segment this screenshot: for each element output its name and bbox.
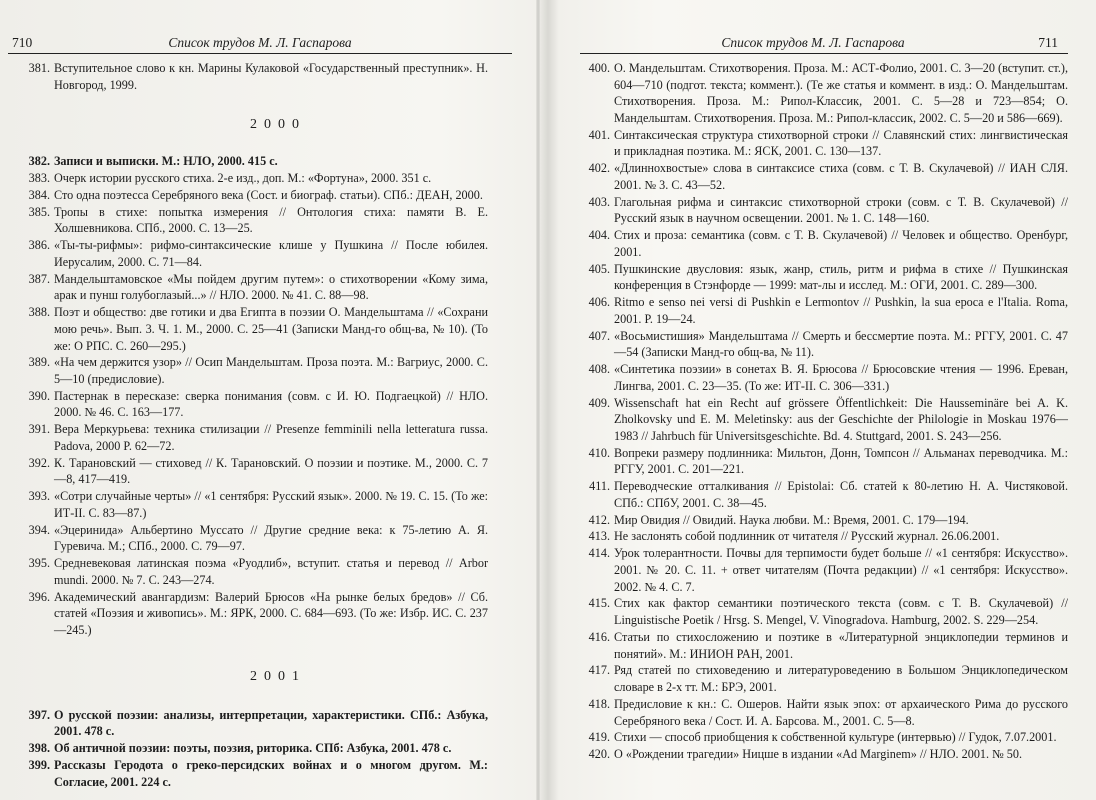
entry-text: Переводческие отталкивания // Epistolai: Сб. статей к 80-летию Н. А. Чистяковой. СПб.: СПбУ, 2001. С. 38—45. (614, 479, 1068, 510)
entry-number: 414. (588, 546, 610, 561)
bibliography-entry (28, 488, 488, 521)
entry-text: «Эцеринида» Альбертино Муссато // Другие средние века: к 75-летию А. Я. Гуревича. М.; СПб., 2000. С. 79—97. (54, 522, 488, 554)
left-page (0, 0, 536, 800)
bibliography-entry (28, 388, 488, 421)
entry-text: Рассказы Геродота о греко-персидских войнах и о многом другом. М.: Согласие, 2001. 224 с. (54, 757, 488, 789)
entry-text: О русской поэзии: анализы, интерпретации, характеристики. СПб.: Азбука, 2001. 478 с. (54, 707, 488, 739)
entry-number: 404. (588, 228, 610, 243)
entry-text: «Длиннохвостые» слова в синтаксисе стиха (совм. с Т. В. Скулачевой) // ИАН СЛЯ. 2001. № 3. С. 43—52. (614, 161, 1068, 192)
entry-number: 410. (588, 445, 610, 460)
entry-text: Стих и проза: семантика (совм. с Т. В. Скулачевой) // Человек и общество. Оренбург, 2001. (614, 228, 1068, 259)
bibliography-entry (28, 271, 488, 304)
page-number: 711 (1038, 35, 1058, 50)
entry-text: «Синтетика поэзии» в сонетах В. Я. Брюсова // Брюсовские чтения — 1996. Ереван, Лингва, 2001. С. 23—35. (То же: ИТ-II. С. 306—331.) (614, 362, 1068, 393)
entry-text: Записи и выписки. М.: НЛО, 2000. 415 с. (54, 154, 278, 169)
bibliography-entry (590, 696, 1068, 729)
running-title: Список трудов М. Л. Гаспарова (721, 35, 905, 50)
entry-number: 384. (28, 187, 50, 202)
entry-text: «Восьмистишия» Мандельштама // Смерть и бессмертие поэта. М.: РГГУ, 2001. С. 47—54 (Записки Манд-го общ-ва, № 11). (614, 328, 1068, 360)
bibliography-entry (590, 127, 1068, 160)
entry-text: «На чем держится узор» // Осип Мандельштам. Проза поэта. М.: Вагриус, 2000. С. 5—10 (предисловие). (54, 355, 488, 386)
bibliography-entry (590, 545, 1068, 595)
bibliography-entry (28, 354, 488, 387)
entry-text: Пастернак в пересказе: сверка понимания (совм. с И. Ю. Подгаецкой) // НЛО. 2000. № 46. С. 163—177. (54, 388, 488, 420)
bibliography-entry (590, 60, 1068, 126)
bibliography-entry (590, 160, 1068, 193)
entry-text: Сто одна поэтесса Серебряного века (Сост. и биограф. статьи). СПб.: ДЕАН, 2000. (54, 187, 483, 202)
entry-text: Средневековая латинская поэма «Руодлиб», вступит. статья и перевод // Arbor mundi. 2000. № 7. С. 243—274. (54, 556, 488, 587)
entry-text: Предисловие к кн.: С. Ошеров. Найти язык эпох: от архаического Рима до русского Серебряного века / Сост. И. А. Барсова. М., 2001. С. 5—8. (614, 696, 1068, 728)
bibliography-entry (590, 629, 1068, 662)
running-head-right (568, 34, 1058, 52)
entry-number: 398. (28, 741, 50, 756)
entry-number: 407. (588, 328, 610, 343)
entry-text: Вера Меркурьева: техника стилизации // Presenze femminili nella letteratura russa. Padova, 2000 P. 62—72. (54, 422, 488, 453)
entry-text: Стих как фактор семантики поэтического текста (совм. с Т. В. Скулачевой) // Linguistische Poetik / Hrsg. S. Mengel, V. Vinogradova. Hamburg, 2002. S. 229—254. (614, 596, 1068, 628)
entry-number: 400. (588, 61, 610, 75)
bibliography-entry (590, 261, 1068, 294)
entry-number: 382. (28, 154, 50, 169)
entry-text: Тропы в стихе: попытка измерения // Онтология стиха: памяти В. Е. Холшевникова. СПб., 2000. С. 13—25. (54, 204, 488, 236)
bibliography-entry (590, 227, 1068, 260)
entry-text: Об античной поэзии: поэты, поэзия, риторика. СПб: Азбука, 2001. 478 с. (54, 741, 452, 756)
entry-text: Очерк истории русского стиха. 2-е изд., доп. М.: «Фортуна», 2000. 351 с. (54, 171, 432, 186)
bibliography-entry (28, 153, 488, 170)
bibliography-entry (590, 395, 1068, 445)
entry-text: Вступительное слово к кн. Марины Кулаковой «Государственный преступник». Н. Новгород, 1999. (54, 61, 488, 92)
entry-number: 416. (588, 629, 610, 644)
entry-number: 388. (28, 305, 50, 320)
entry-text: «Сотри случайные черты» // «1 сентября: Русский язык». 2000. № 19. С. 15. (То же: ИТ-II. С. 83—87.) (54, 489, 488, 520)
entry-text: Мандельштамовское «Мы пойдем другим путем»: о стихотворении «Кому зима, арак и пунш голубоглазый...» // НЛО. 2000. № 41. С. 88—98. (54, 271, 488, 303)
bibliography-list-right (590, 60, 1068, 763)
entry-number: 401. (588, 127, 610, 142)
entry-number: 409. (588, 395, 610, 410)
bibliography-entry (28, 455, 488, 488)
entry-number: 418. (588, 696, 610, 711)
entry-text: Урок толерантности. Почвы для терпимости будет больше // «1 сентября: Искусство». 2001. № 20. С. 11. + ответ читателям (Почта редакции) // «1 сентября: Искусство». 2002. № 4. С. 7. (614, 546, 1068, 594)
bibliography-entry (28, 757, 488, 790)
bibliography-entry (28, 421, 488, 454)
running-title: Список трудов М. Л. Гаспарова (168, 35, 352, 50)
bibliography-entry (590, 361, 1068, 394)
entry-number: 393. (28, 489, 50, 504)
entry-text: Глагольная рифма и синтаксис стихотворной строки (совм. с Т. В. Скулачевой) // Русский язык в научном освещении. 2001. № 1. С. 148—160. (614, 194, 1068, 226)
entry-number: 405. (588, 261, 610, 276)
entry-number: 419. (588, 730, 610, 745)
bibliography-entry (28, 60, 488, 93)
bibliography-entry (590, 478, 1068, 511)
entry-text: Ritmo e senso nei versi di Pushkin e Lermontov // Pushkin, la sua epoca e l'Italia. Roma, 2001. P. 19—24. (614, 295, 1068, 326)
entry-text: Ряд статей по стиховедению и литературоведению в Большом Энциклопедическом словаре в 2-х тт. М.: БРЭ, 2001. (614, 663, 1068, 695)
entry-number: 381. (28, 61, 50, 75)
entry-number: 386. (28, 238, 50, 253)
entry-text: Мир Овидия // Овидий. Наука любви. М.: Время, 2001. С. 179—194. (614, 512, 969, 527)
bibliography-entry (28, 555, 488, 588)
bibliography-entry (28, 522, 488, 555)
header-rule (8, 53, 512, 54)
bibliography-entry (590, 662, 1068, 695)
entry-number: 387. (28, 271, 50, 286)
header-rule (580, 53, 1068, 54)
entry-number: 403. (588, 194, 610, 209)
bibliography-entry (590, 595, 1068, 628)
entry-number: 395. (28, 556, 50, 571)
bibliography-entry (28, 589, 488, 639)
entry-number: 383. (28, 171, 50, 186)
entry-text: Статьи по стихосложению и поэтике в «Литературной энциклопедии терминов и понятий». М.: ИНИОН РАН, 2001. (614, 629, 1068, 661)
year-heading: 2000 (250, 117, 306, 133)
entry-number: 402. (588, 161, 610, 176)
entry-text: Wissenschaft hat ein Recht auf grösserе Öffentlichkeit: Die Hausseminäre bei A. K. Zholkovsky und E. M. Meletinsky: aus der Geschichte der Philologie in Moskau 1976—1983 // Jahrbuch für Universitsgeschichte. Bd. 4. Stuttgard, 2001. S. 243—256. (614, 395, 1068, 443)
bibliography-entry (590, 512, 1068, 529)
entry-number: 394. (28, 522, 50, 537)
entry-text: О. Мандельштам. Стихотворения. Проза. М.: АСТ-Фолио, 2001. С. 3—20 (вступит. ст.), 604—710 (подгот. текста; коммент.). (Те же статья и коммент. в изд.: О. Мандельштам. Стихотворения. Проза. М.: Рипол-Классик, 2001. С. 5—28 и 723—854; О. Мандельштам. Стихотворения. Проза. М.: Рипол-классик, 2002. С. 5—20 и 586—669). (614, 61, 1068, 125)
entry-text: Вопреки размеру подлинника: Мильтон, Донн, Томпсон // Альманах переводчика. М.: РГГУ, 2001. С. 201—221. (614, 445, 1068, 477)
entry-number: 391. (28, 422, 50, 437)
page-number: 710 (12, 35, 33, 50)
entry-text: Поэт и общество: две готики и два Египта в поэзии О. Мандельштама // «Сохрани мою речь». Вып. 3. Ч. 1. М., 2000. С. 25—41 (Записки Манд-го общ-ва, № 10). (То же: О РПС. С. 260—295.) (54, 305, 488, 353)
bibliography-entry (590, 328, 1068, 361)
bibliography-entry (590, 194, 1068, 227)
year-heading: 2001 (250, 668, 306, 684)
entry-number: 413. (588, 529, 610, 544)
entry-number: 390. (28, 388, 50, 403)
bibliography-entry (590, 528, 1068, 545)
entry-text: Стихи — способ приобщения к собственной культуре (интервью) // Гудок, 7.07.2001. (614, 730, 1057, 745)
entry-text: Пушкинские двусловия: язык, жанр, стиль, ритм и рифма в стихе // Пушкинская конференция в Стэнфорде — 1999: мат-лы и исслед. М.: ОГИ, 2001. С. 289—300. (614, 261, 1068, 293)
entry-number: 412. (588, 512, 610, 527)
entry-number: 420. (588, 747, 610, 762)
entry-number: 385. (28, 204, 50, 219)
bibliography-entry (28, 204, 488, 237)
bibliography-entry (28, 304, 488, 354)
running-head-left (12, 34, 508, 52)
bibliography-entry (28, 740, 488, 757)
bibliography-entry (590, 729, 1068, 746)
entry-text: Синтаксическая структура стихотворной строки // Славянский стих: лингвистическая и прикладная поэтика. М.: ЯСК, 2001. С. 130—137. (614, 127, 1068, 159)
entry-text: К. Тарановский — стиховед // К. Тарановский. О поэзии и поэтике. М., 2000. С. 7—8, 417—419. (54, 455, 488, 487)
entry-number: 399. (28, 757, 50, 772)
bibliography-entry (28, 237, 488, 270)
entry-number: 396. (28, 589, 50, 604)
right-page (540, 0, 1096, 800)
entry-number: 389. (28, 355, 50, 370)
entry-text: Академический авангардизм: Валерий Брюсов «На рынке белых бредов» // Сб. статей «Поэзия и живопись». М.: ЯРК, 2000. С. 684—693. (То же: Избр. ИС. С. 237—245.) (54, 589, 488, 637)
entry-number: 406. (588, 295, 610, 310)
entry-number: 411. (589, 479, 610, 494)
entry-number: 397. (28, 707, 50, 722)
bibliography-entry (28, 187, 488, 204)
entry-text: О «Рождении трагедии» Ницше в издании «Ad Marginem» // НЛО. 2001. № 50. (614, 747, 1023, 762)
entry-number: 392. (28, 455, 50, 470)
bibliography-entry (28, 170, 488, 187)
bibliography-entry (590, 746, 1068, 763)
entry-text: Не заслонять собой подлинник от читателя // Русский журнал. 26.06.2001. (614, 529, 1000, 544)
entry-text: «Ты-ты-рифмы»: рифмо-синтаксические клише у Пушкина // После юбилея. Иерусалим, 2000. С. 71—84. (54, 238, 488, 269)
bibliography-list-left (28, 60, 488, 790)
entry-number: 408. (588, 362, 610, 377)
bibliography-entry (28, 707, 488, 740)
entry-number: 415. (588, 596, 610, 611)
bibliography-entry (590, 294, 1068, 327)
bibliography-entry (590, 445, 1068, 478)
entry-number: 417. (588, 663, 610, 678)
